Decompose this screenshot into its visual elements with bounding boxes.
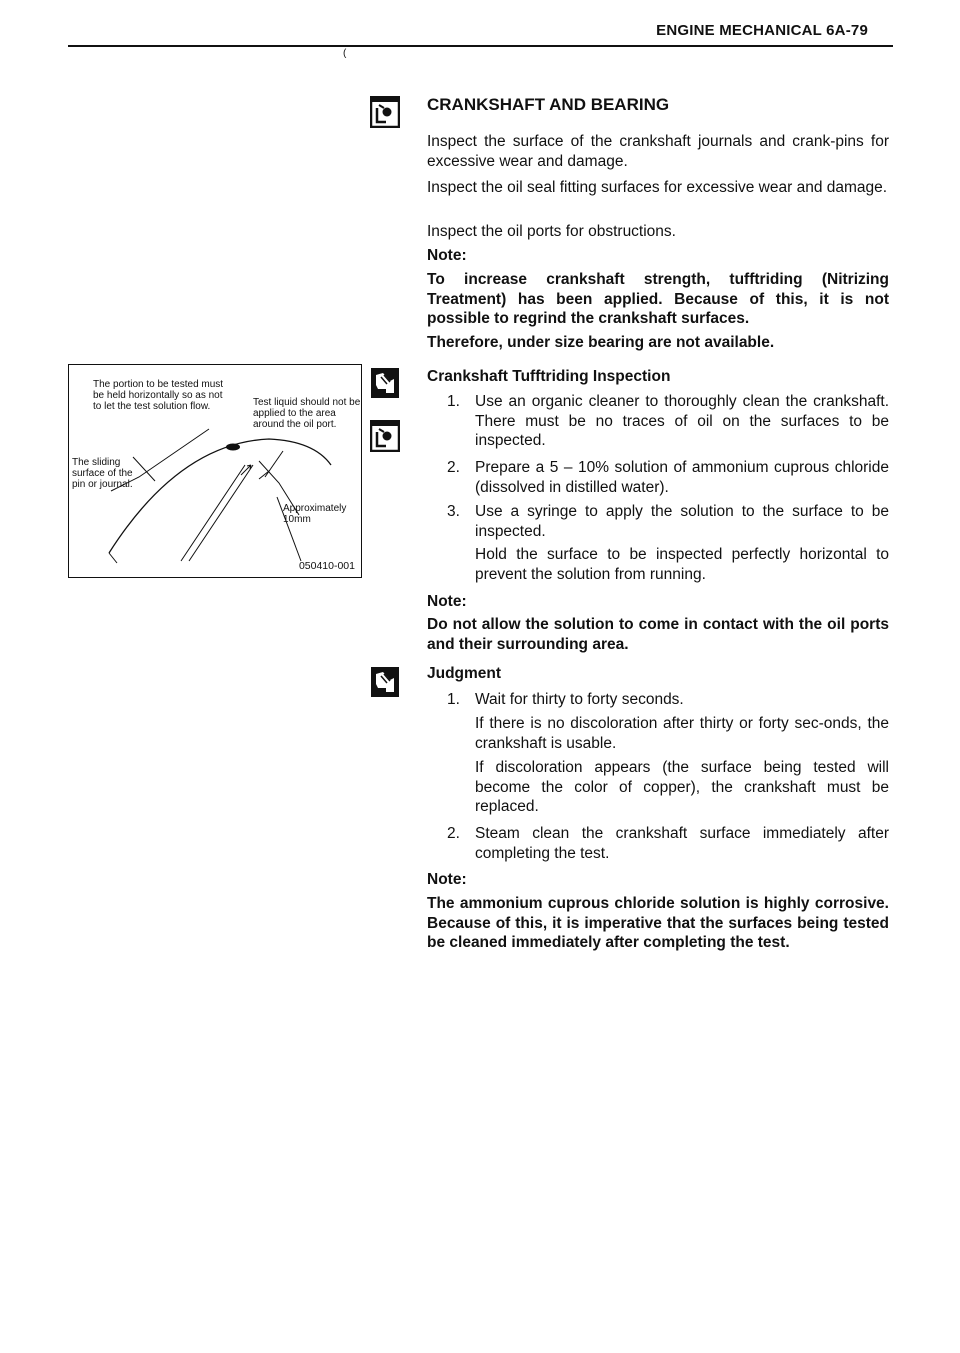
note-label: Note: (427, 247, 467, 264)
hand-icon (370, 367, 400, 399)
inspect-icon (370, 420, 400, 452)
paragraph: Inspect the oil ports for obstructions. (427, 223, 676, 240)
paragraph: Inspect the surface of the crankshaft journals and crank-pins for excessive wear and damage. (427, 133, 889, 170)
list-text: Prepare a 5 – 10% solution of ammonium cuprous chloride (dissolved in distilled water). (475, 459, 889, 496)
paragraph: If there is no discoloration after thirty or forty sec-onds, the crankshaft is usable. (475, 715, 889, 752)
note-label: Note: (427, 593, 467, 610)
list-text: Use an organic cleaner to thoroughly clean the crankshaft. There must be no traces of oil on the surfaces to be inspected. (475, 393, 889, 449)
note-text: The ammonium cuprous chloride solution is highly corrosive. Because of this, it is imperative that the surfaces being tested be cleaned immediately after completing the test. (427, 895, 889, 951)
figure-label-portion: The portion to be tested must be held horizontally so as not to let the test solution flow. (93, 379, 224, 412)
list-text: Steam clean the crankshaft surface immediately after completing the test. (475, 825, 889, 862)
note-text: To increase crankshaft strength, tufftriding (Nitrizing Treatment) has been applied. Because of this, it is not possible to regrind the crankshaft surfaces. (427, 271, 889, 327)
note-text: Do not allow the solution to come in contact with the oil ports and their surrounding area. (427, 616, 889, 653)
paragraph: If discoloration appears (the surface being tested will become the color of copper), the crankshaft must be replaced. (475, 759, 889, 815)
page-header: ENGINE MECHANICAL 6A-79 (656, 22, 868, 39)
hand-icon (370, 666, 400, 698)
list-number: 1. (447, 691, 460, 708)
figure-label-sliding: The sliding surface of the pin or journal. (72, 457, 133, 490)
list-number: 2. (447, 825, 460, 842)
paragraph: Hold the surface to be inspected perfectly horizontal to prevent the solution from running. (475, 546, 889, 583)
stray-mark: ( (343, 48, 347, 59)
tufftriding-figure (68, 364, 362, 578)
section-title: CRANKSHAFT AND BEARING (427, 95, 670, 114)
inspect-icon (370, 96, 400, 128)
list-text: Wait for thirty to forty seconds. (475, 691, 684, 708)
note-text: Therefore, under size bearing are not available. (427, 334, 775, 351)
list-number: 2. (447, 459, 460, 476)
figure-label-approx: Approximately 10mm (283, 503, 347, 525)
header-rule (68, 45, 893, 47)
section-title: Judgment (427, 665, 502, 682)
list-number: 1. (447, 393, 460, 410)
list-number: 3. (447, 503, 460, 520)
paragraph: Inspect the oil seal fitting surfaces for excessive wear and damage. (427, 179, 888, 196)
list-text: Use a syringe to apply the solution to the surface to be inspected. (475, 503, 889, 540)
figure-label-liquid: Test liquid should not be applied to the area around the oil port. (253, 397, 361, 430)
section-title: Crankshaft Tufftriding Inspection (427, 368, 671, 385)
note-label: Note: (427, 871, 467, 888)
figure-code: 050410-001 (298, 560, 355, 572)
